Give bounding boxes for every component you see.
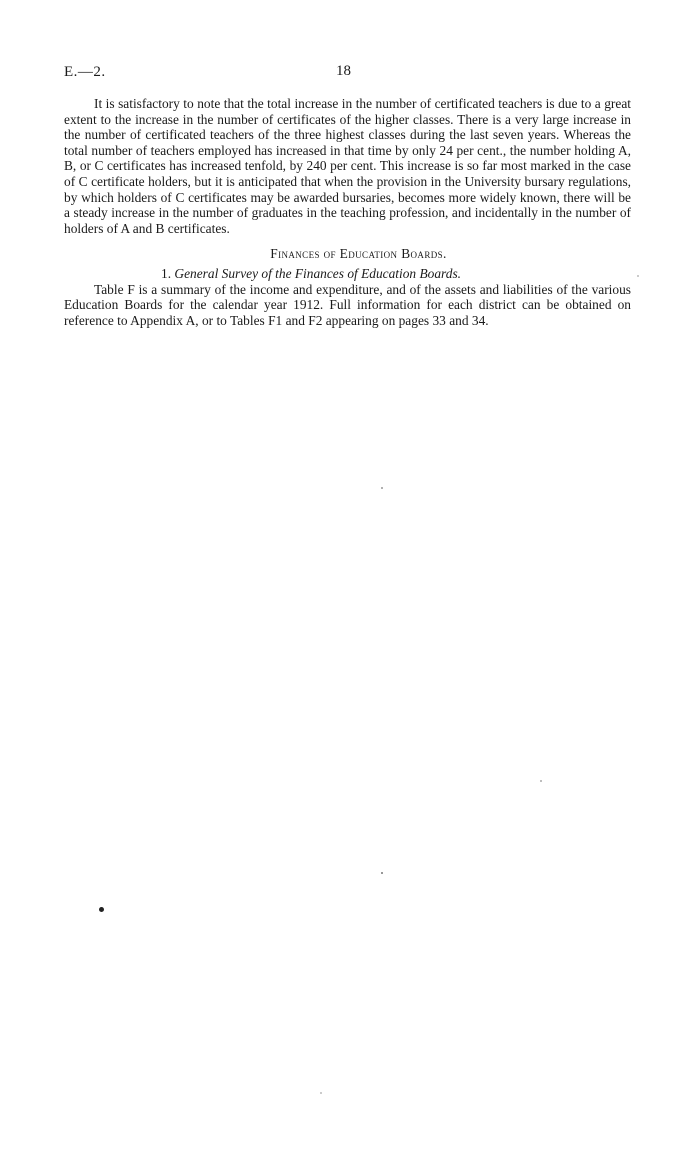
subsection-title: General Survey of the Finances of Education Boards. (174, 265, 462, 281)
scan-speck (540, 780, 542, 782)
scan-speck (381, 872, 383, 874)
subsection-number: 1. (161, 265, 172, 281)
document-reference: E.—2. (64, 64, 106, 80)
subsection-heading (64, 266, 631, 282)
paragraph-certificated-teachers: It is satisfactory to note that the total increase in the number of certificated teachers is due to a great extent to the increase in the number of certificates of the higher classes. There is a very large increase in the number of certificated teachers of the three highest classes during the last seven years. Whereas the total number of teachers employed has increased in that time by only 24 per cent., the number holding A, B, or C certificates has increased tenfold, by 240 per cent. This increase is so far most marked in the case of C certificate holders, but it is anticipated that when the provision in the University bursary regulations, by which holders of C certificates may be awarded bursaries, becomes more widely known, there will be a steady increase in the number of graduates in the teaching profession, and incidentally in the number of holders of A and B certificates. (64, 96, 631, 236)
paragraph-table-f-summary: Table F is a summary of the income and expenditure, and of the assets and liabilities of the various Education Boards for the calendar year 1912. Full information for each district can be obtained on reference to Appendix A, or to Tables F1 and F2 appearing on pages 33 and 34. (64, 281, 631, 328)
page-body (64, 96, 631, 328)
section-heading: Finances of Education Boards. (270, 246, 447, 262)
scan-speck (637, 275, 639, 277)
scan-speck (99, 907, 104, 912)
page-number: 18 (336, 63, 351, 79)
scan-speck (381, 487, 383, 489)
scan-speck (320, 1092, 322, 1094)
